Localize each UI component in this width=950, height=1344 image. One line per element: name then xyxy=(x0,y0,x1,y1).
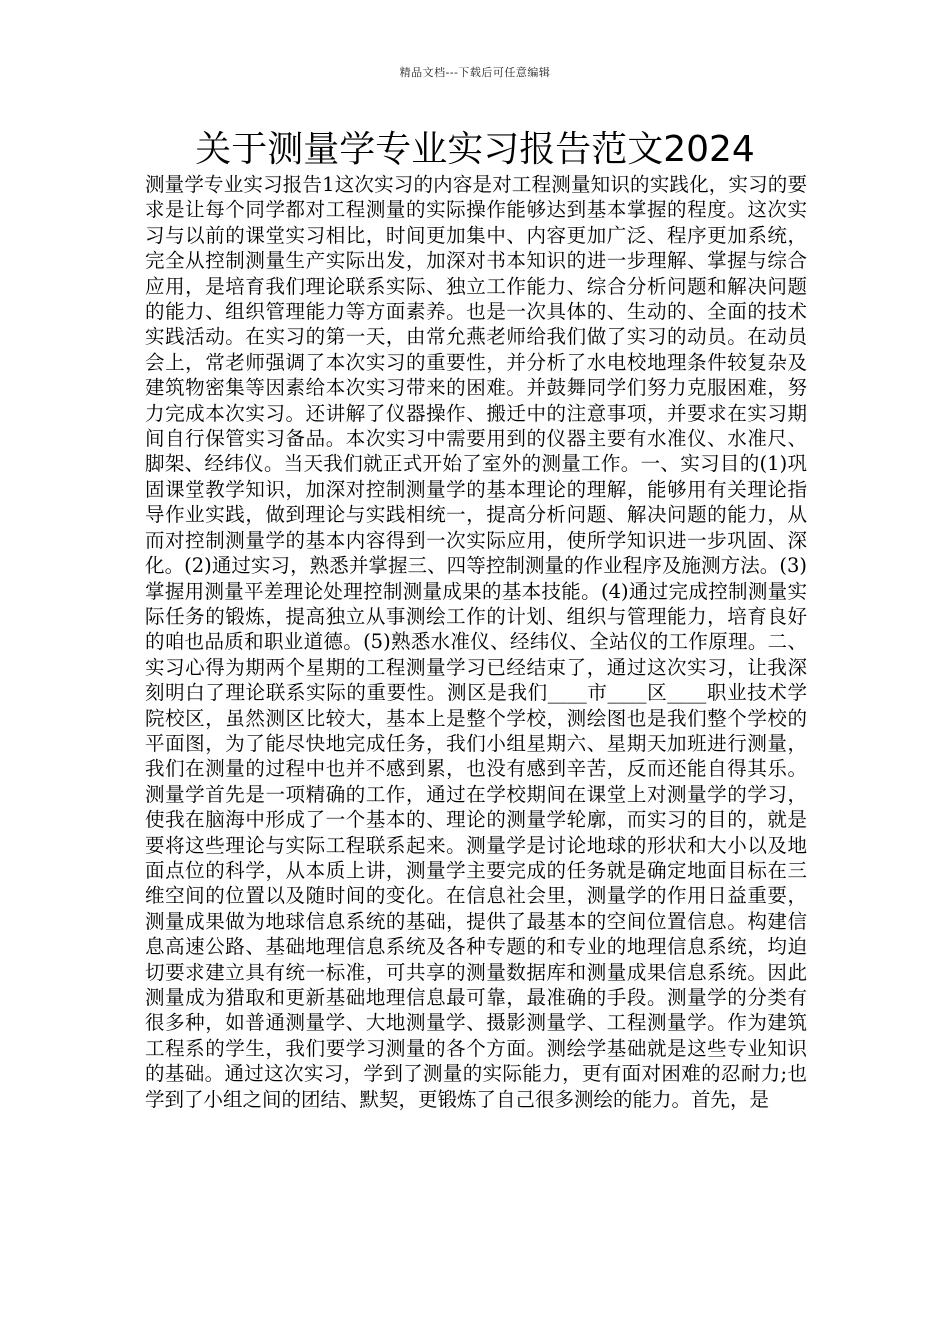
page-header: 精品文档---下载后可任意编辑 xyxy=(399,66,551,79)
document-title: 关于测量学专业实习报告范文2024 xyxy=(195,129,755,170)
document-body-paragraph: 测量学专业实习报告1这次实习的内容是对工程测量知识的实践化，实习的要求是让每个同学都对工程测量的实际操作能够达到基本掌握的程度。这次实习与以前的课堂实习相比，时间更加集中、内容更加广泛、程序更加系统，完全从控制测量生产实际出发，加深对书本知识的进一步理解、掌握与综合应用，是培育我们理论联系实际、独立工作能力、综合分析问题和解决问题的能力、组织管理能力等方面素养。也是一次具体的、生动的、全面的技术实践活动。在实习的第一天，由常允燕老师给我们做了实习的动员。在动员会上，常老师强调了本次实习的重要性，并分析了水电校地理条件较复杂及建筑物密集等因素给本次实习带来的困难。并鼓舞同学们努力克服困难，努力完成本次实习。还讲解了仪器操作、搬迁中的注意事项，并要求在实习期间自行保管实习备品。本次实习中需要用到的仪器主要有水准仪、水准尺、脚架、经纬仪。当天我们就正式开始了室外的测量工作。一、实习目的(1)巩固课堂教学知识，加深对控制测量学的基本理论的理解，能够用有关理论指导作业实践，做到理论与实践相统一，提高分析问题、解决问题的能力，从而对控制测量学的基本内容得到一次实际应用，使所学知识进一步巩固、深化。(2)通过实习，熟悉并掌握三、四等控制测量的作业程序及施测方法。(3)掌握用测量平差理论处理控制测量成果的基本技能。(4)通过完成控制测量实际任务的锻炼，提高独立从事测绘工作的计划、组织与管理能力，培育良好的咱也品质和职业道德。(5)熟悉水准仪、经纬仪、全站仪的工作原理。二、实习心得为期两个星期的工程测量学习已经结束了，通过这次实习，让我深刻明白了理论联系实际的重要性。测区是我们____市____区____职业技术学院校区，虽然测区比较大，基本上是整个学校，测绘图也是我们整个学校的平面图，为了能尽快地完成任务，我们小组星期六、星期天加班进行测量，我们在测量的过程中也并不感到累，也没有感到辛苦，反而还能自得其乐。测量学首先是一项精确的工作，通过在学校期间在课堂上对测量学的学习，使我在脑海中形成了一个基本的、理论的测量学轮廓，而实习的目的，就是要将这些理论与实际工程联系起来。测量学是讨论地球的形状和大小以及地面点位的科学，从本质上讲，测量学主要完成的任务就是确定地面目标在三维空间的位置以及随时间的变化。在信息社会里，测量学的作用日益重要，测量成果做为地球信息系统的基础，提供了最基本的空间位置信息。构建信息高速公路、基础地理信息系统及各种专题的和专业的地理信息系统，均迫切要求建立具有统一标准，可共享的测量数据库和测量成果信息系统。因此测量成为猎取和更新基础地理信息最可靠，最准确的手段。测量学的分类有很多种，如普通测量学、大地测量学、摄影测量学、工程测量学。作为建筑工程系的学生，我们要学习测量的各个方面。测绘学基础就是这些专业知识的基础。通过这次实习，学到了测量的实际能力，更有面对困难的忍耐力;也学到了小组之间的团结、默契，更锻炼了自己很多测绘的能力。首先，是 xyxy=(145,173,807,1111)
